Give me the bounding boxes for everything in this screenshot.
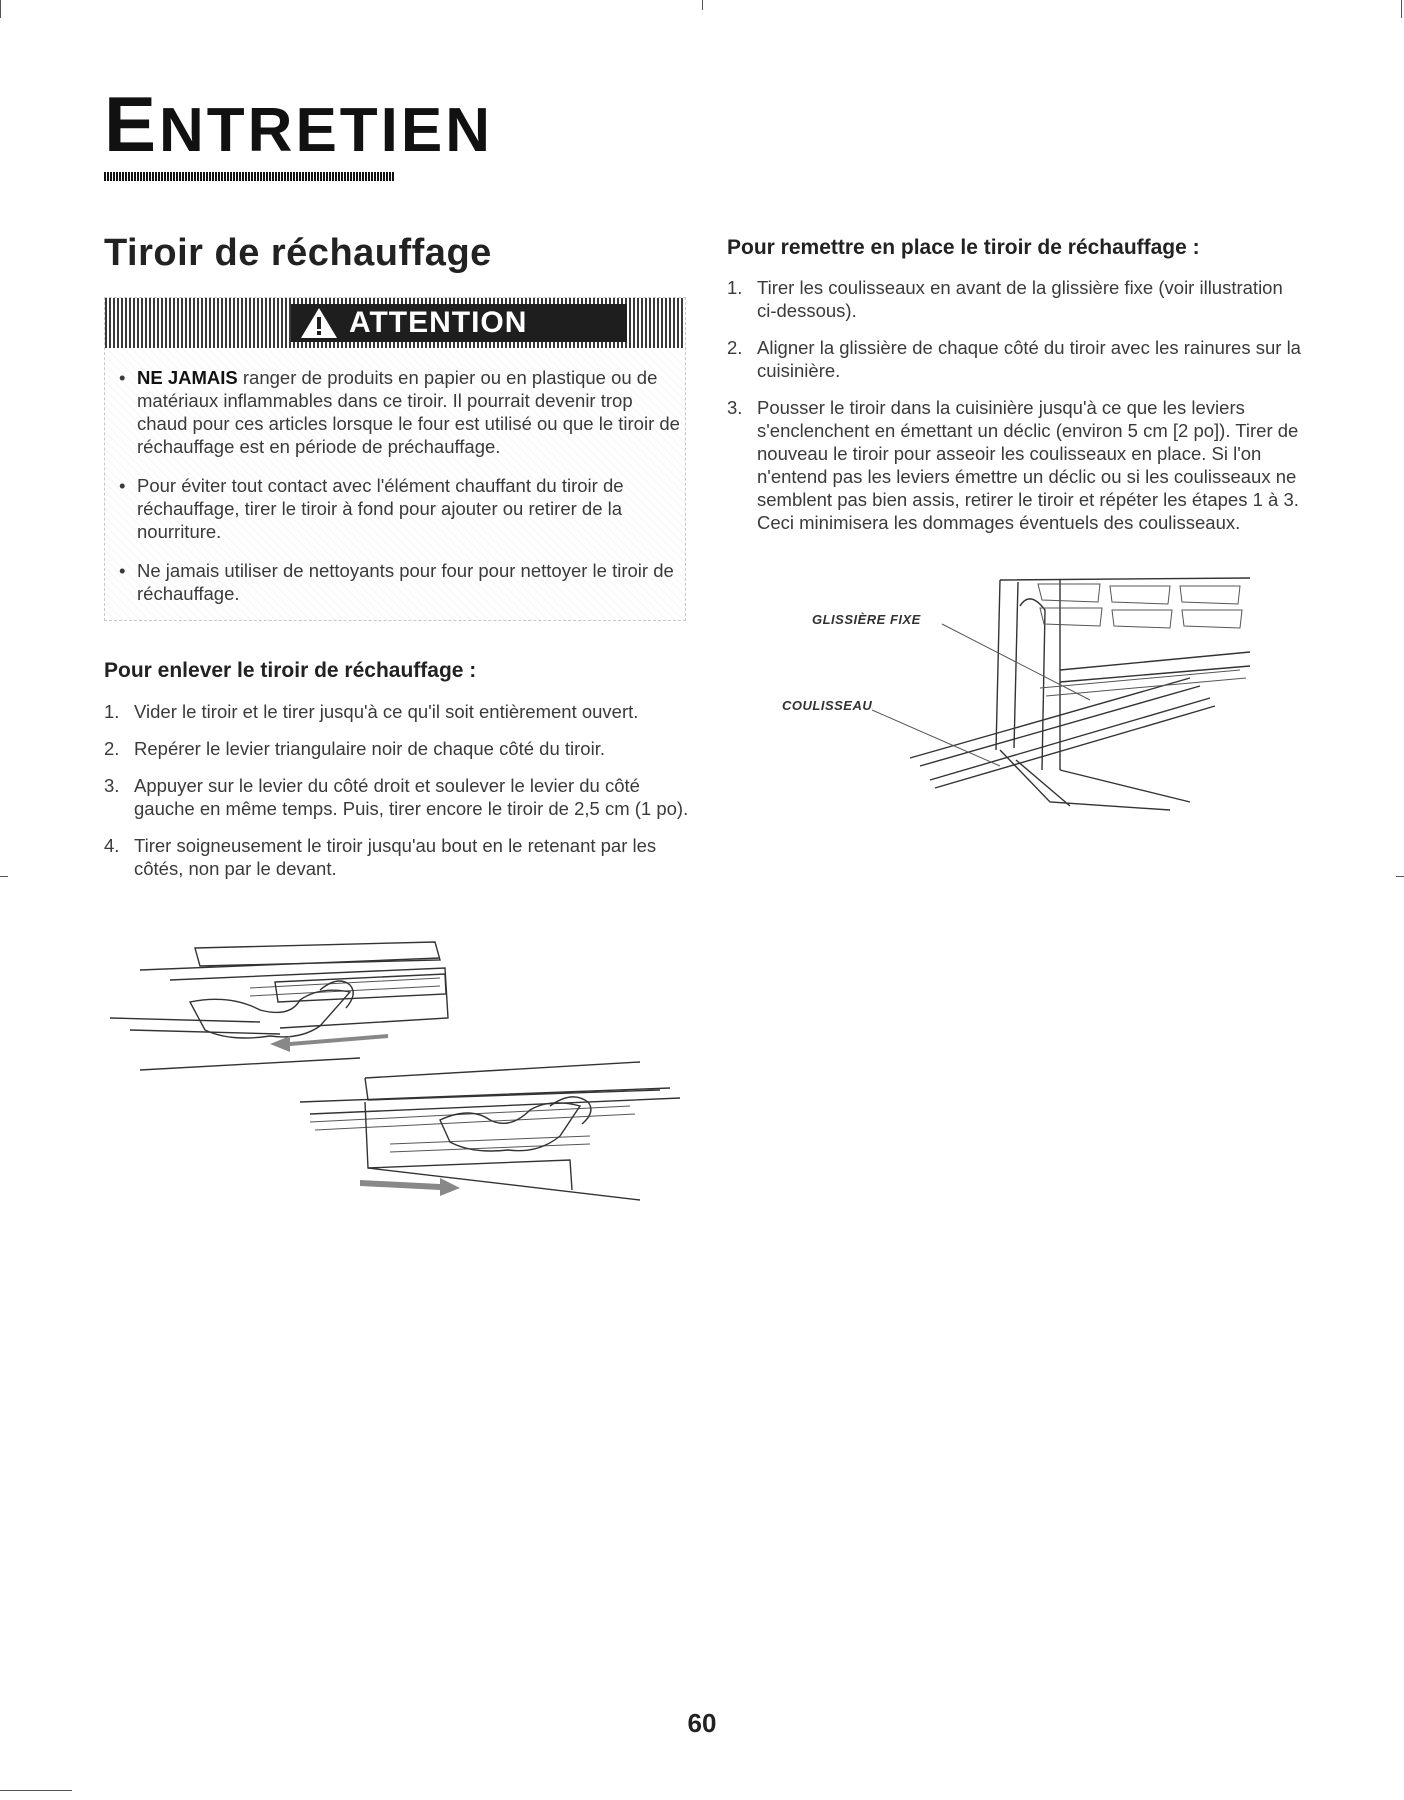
- crop-mark: [1401, 0, 1402, 18]
- step-text: Repérer le levier triangulaire noir de chaque côté du tiroir.: [134, 738, 605, 759]
- crop-mark: [702, 0, 703, 10]
- step-number: 2.: [104, 738, 120, 759]
- warning-box: [104, 297, 686, 621]
- crop-mark: [1396, 876, 1404, 877]
- step-number: 3.: [727, 397, 743, 418]
- warning-banner-label: [291, 304, 627, 342]
- step-number: 3.: [104, 775, 120, 796]
- step-text: Tirer soigneusement le tiroir jusqu'au bout en le retenant par les côtés, non par le devant.: [134, 835, 657, 879]
- step-item: [727, 276, 1301, 322]
- step-number: 2.: [727, 337, 743, 358]
- step-number: 1.: [727, 277, 743, 298]
- page-number: 60: [687, 1708, 717, 1738]
- warning-item: • Pour éviter tout contact avec l'élément chauffant du tiroir de réchauffage, tirer le tiroir à fond pour ajouter ou retirer de la nourriture.: [119, 475, 624, 542]
- slide-label: COULISSEAU: [782, 698, 873, 713]
- step-item: [727, 336, 1301, 382]
- step-number: 1.: [104, 701, 120, 722]
- fixed-rail-label: GLISSIÈRE FIXE: [812, 612, 921, 627]
- section-title: Tiroir de réchauffage: [104, 232, 492, 274]
- warning-item-text: Pour éviter tout contact avec l'élément chauffant du tiroir de réchauffage, tirer le tiroir à fond pour ajouter ou retirer de la nourriture.: [137, 475, 624, 542]
- step-item: [104, 834, 694, 880]
- step-item: [104, 774, 694, 820]
- warning-item-text: ranger de produits en papier ou en plastique ou de matériaux inflammables dans ce tiroir. Il pourrait devenir trop chaud pour ces articles lorsque le four est utilisé ou que le tiroir de réchauffage est en période de préchauffage.: [137, 367, 680, 457]
- step-text: Aligner la glissière de chaque côté du tiroir avec les rainures sur la cuisinière.: [757, 337, 1301, 381]
- warning-item-text: Ne jamais utiliser de nettoyants pour four pour nettoyer le tiroir de réchauffage.: [137, 560, 674, 604]
- warning-item-emphasis: NE JAMAIS: [137, 367, 238, 388]
- warning-triangle-icon: [299, 306, 339, 340]
- step-text: Appuyer sur le levier du côté droit et soulever le levier du côté gauche en même temps. Puis, tirer encore le tiroir de 2,5 cm (1 po).: [134, 775, 689, 819]
- warning-item: • Ne jamais utiliser de nettoyants pour four pour nettoyer le tiroir de réchauffage.: [119, 560, 674, 604]
- step-text: Vider le tiroir et le tirer jusqu'à ce qu'il soit entièrement ouvert.: [134, 701, 639, 722]
- remove-heading: Pour enlever le tiroir de réchauffage :: [104, 659, 477, 682]
- step-text: Pousser le tiroir dans la cuisinière jusqu'à ce que les leviers s'enclenchent en émettant un déclic (environ 5 cm [2 po]). Tirer de nouveau le tiroir pour asseoir les coulisseaux en place. Si l'on n'entend pas les leviers émettre un déclic ou si les coulisseaux ne semblent pas bien assis, retirer le tiroir et répéter les étapes 1 à 3. Ceci minimisera les dommages éventuels des coulisseaux.: [757, 397, 1299, 533]
- crop-mark: [0, 876, 8, 877]
- replace-heading: Pour remettre en place le tiroir de réchauffage :: [727, 236, 1200, 259]
- rail-illustration: [760, 570, 1260, 820]
- step-item: [727, 396, 1301, 534]
- step-item: [104, 737, 694, 760]
- replace-steps: [727, 276, 1301, 548]
- warning-banner-text: ATTENTION: [349, 306, 528, 339]
- crop-mark: [0, 0, 1, 18]
- crop-mark: [0, 1790, 72, 1791]
- page-header-title: ENTRETIEN: [104, 80, 494, 168]
- warning-item: • NE JAMAIS ranger de produits en papier ou en plastique ou de matériaux inflammables dans ce tiroir. Il pourrait devenir trop chaud pour ces articles lorsque le four est utilisé ou que le tiroir de réchauffage est en période de préchauffage.: [119, 367, 680, 457]
- step-number: 4.: [104, 835, 120, 856]
- warning-banner: [105, 298, 685, 348]
- warning-list: [105, 366, 685, 621]
- drawer-removal-illustration: [110, 930, 690, 1220]
- remove-steps: [104, 700, 694, 894]
- step-text: Tirer les coulisseaux en avant de la glissière fixe (voir illustration ci-dessous).: [757, 277, 1283, 321]
- step-item: [104, 700, 694, 723]
- header-rule: [104, 172, 394, 181]
